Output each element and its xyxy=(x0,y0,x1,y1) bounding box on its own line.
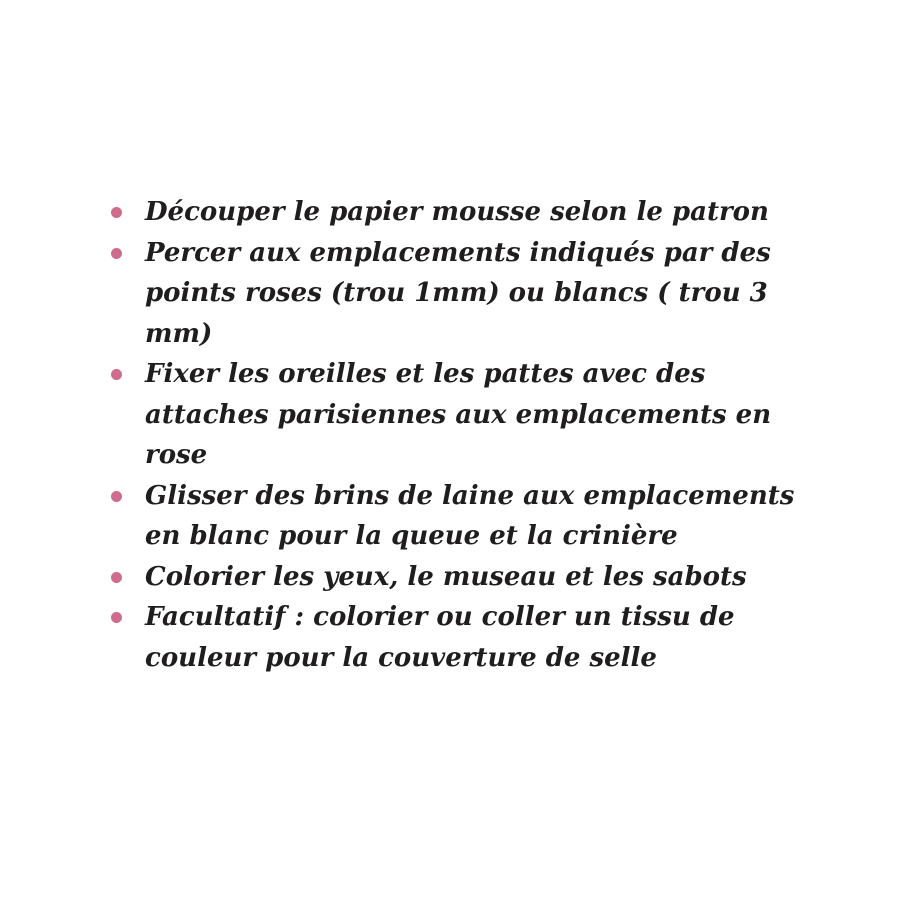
instruction-text: Découper le papier mousse selon le patron xyxy=(145,197,769,227)
instruction-item xyxy=(111,476,801,557)
bullet-dot-icon xyxy=(111,207,122,218)
bullet-dot-icon xyxy=(111,248,122,259)
bullet-dot-icon xyxy=(111,491,122,502)
bullet-dot-icon xyxy=(111,369,122,380)
instruction-text: Colorier les yeux, le museau et les sabots xyxy=(145,561,747,592)
instruction-text: Fixer les oreilles et les pattes avec des attaches parisiennes aux emplacements en rose xyxy=(145,359,772,470)
instruction-text: Glisser des brins de laine aux emplacements en blanc pour la queue et la crinière xyxy=(145,480,795,551)
instruction-text: Facultatif : colorier ou coller un tissu de couleur pour la couverture de selle xyxy=(145,602,735,673)
instruction-item xyxy=(111,354,801,476)
instruction-list xyxy=(111,192,801,678)
bullet-dot-icon xyxy=(111,612,122,623)
instruction-item xyxy=(111,597,801,678)
instruction-item xyxy=(111,192,801,233)
bullet-dot-icon xyxy=(111,572,122,583)
instruction-text: Percer aux emplacements indiqués par des points roses (trou 1mm) ou blancs ( trou 3 mm) xyxy=(145,237,771,349)
instruction-item xyxy=(111,233,801,355)
instruction-item xyxy=(111,557,801,598)
